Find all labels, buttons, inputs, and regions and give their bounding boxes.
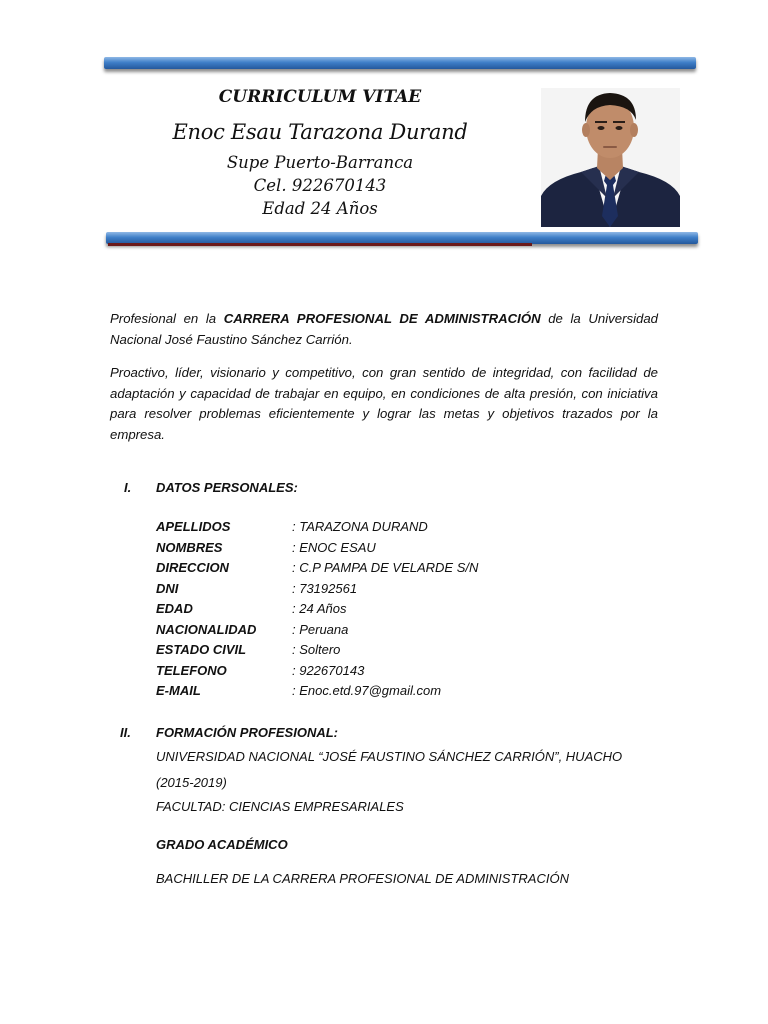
personal-data-row	[156, 581, 478, 602]
profile-text: de la Universidad Nacional José Faustino Sánchez Carrión.	[110, 311, 659, 347]
portrait-photo	[541, 88, 680, 227]
personal-data-row	[156, 683, 478, 704]
field-label: TELEFONO	[156, 662, 227, 678]
field-label: DIRECCION	[156, 560, 229, 575]
field-value: : 73192561	[292, 580, 358, 596]
field-label: NACIONALIDAD	[156, 621, 257, 637]
field-value: : 24 Años	[292, 601, 347, 616]
personal-data-row	[156, 540, 478, 561]
degree-line: BACHILLER DE LA CARRERA PROFESIONAL DE ADMINISTRACIÓN	[156, 871, 569, 886]
field-value: : Soltero	[292, 642, 341, 657]
section-number-1: I.	[124, 480, 132, 495]
field-value: : TARAZONA DURAND	[292, 519, 428, 534]
faculty-line: FACULTAD: CIENCIAS EMPRESARIALES	[156, 799, 404, 814]
field-value: : Peruana	[292, 621, 349, 637]
field-label: NOMBRES	[156, 539, 223, 555]
personal-data-row	[156, 663, 478, 684]
field-value: : Enoc.etd.97@gmail.com	[292, 683, 442, 698]
field-value: : C.P PAMPA DE VELARDE S/N	[292, 560, 479, 575]
personal-data-row	[156, 622, 478, 643]
university-line: UNIVERSIDAD NACIONAL “JOSÉ FAUSTINO SÁNCHEZ CARRIÓN”, HUACHO (2015-2019)	[156, 749, 623, 790]
field-value: : ENOC ESAU	[292, 539, 376, 555]
profile-paragraph-1	[110, 309, 658, 350]
applicant-location: Supe Puerto-Barranca	[226, 153, 414, 172]
profile-paragraph-2: Proactivo, líder, visionario y competitivo, con gran sentido de integridad, con facilidad de adaptación y capacidad de trabajar en equipo, en condiciones de alta presión, con iniciativa para resolver problemas eficientemente y lograr las metas y objetivos trazados por la empresa.	[110, 365, 658, 442]
personal-data-row	[156, 642, 478, 663]
cv-title: CURRICULUM VITAE	[218, 87, 422, 107]
section-title-datos-personales: DATOS PERSONALES:	[156, 480, 298, 495]
applicant-phone: Cel. 922670143	[253, 176, 387, 195]
personal-data-list	[156, 519, 478, 704]
field-value: : 922670143	[292, 662, 365, 678]
applicant-name: Enoc Esau Tarazona Durand	[172, 120, 468, 144]
header-top-bar	[104, 57, 696, 69]
personal-data-row	[156, 519, 478, 540]
personal-data-row	[156, 601, 478, 622]
section-title-formacion-profesional: FORMACIÓN PROFESIONAL:	[156, 725, 338, 740]
header-underline	[108, 243, 532, 246]
field-label: ESTADO CIVIL	[156, 642, 247, 657]
profile-text: Profesional en la	[110, 311, 224, 326]
personal-data-row	[156, 560, 478, 581]
grado-academico-title: GRADO ACADÉMICO	[156, 837, 288, 852]
section-number-2: II.	[120, 725, 131, 740]
career-highlight: CARRERA PROFESIONAL DE ADMINISTRACIÓN	[223, 311, 541, 326]
field-label: DNI	[156, 580, 179, 596]
field-label: EDAD	[156, 601, 193, 616]
applicant-age: Edad 24 Años	[262, 199, 378, 218]
field-label: E-MAIL	[156, 683, 201, 698]
field-label: APELLIDOS	[156, 519, 231, 534]
